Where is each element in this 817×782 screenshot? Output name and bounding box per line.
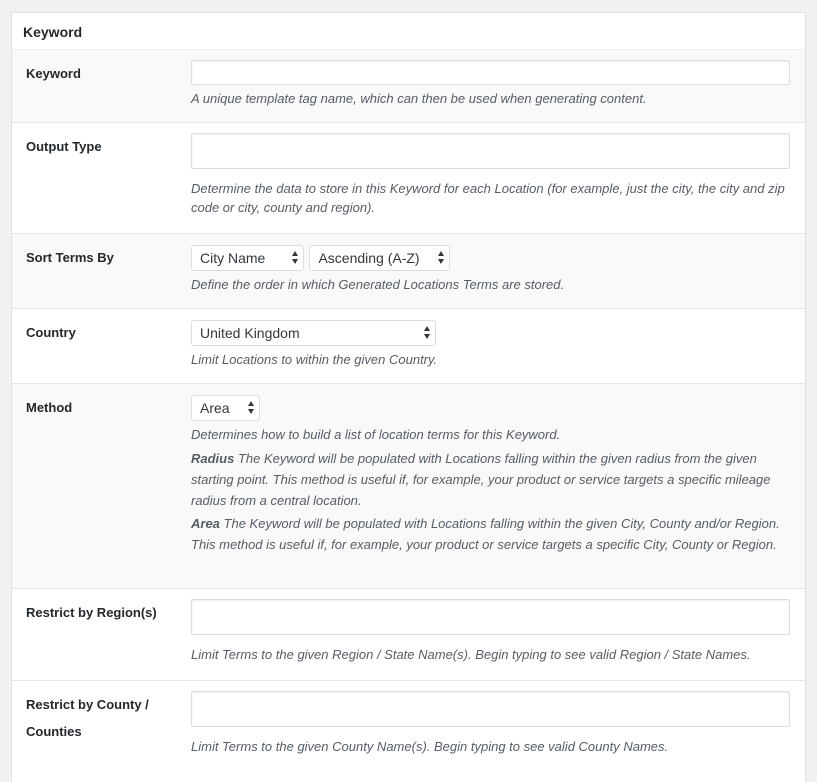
area-title: Area (191, 516, 220, 531)
area-text: The Keyword will be populated with Locations falling within the given City, County and/or Region. This method is useful if, for example, your product or service targets a specific City, County or Region. (191, 516, 780, 552)
method-label: Method (26, 400, 73, 415)
sort-terms-description: Define the order in which Generated Locations Terms are stored. (191, 277, 565, 292)
sort-direction-select[interactable] (309, 245, 450, 271)
method-area-description (191, 513, 791, 555)
restrict-county-row (12, 681, 805, 782)
output-type-row (12, 123, 805, 234)
radius-title: Radius (191, 451, 235, 466)
output-type-description: Determine the data to store in this Keyword for each Location (for example, just the city, the city and zip code or city, county and region). (191, 181, 785, 215)
restrict-county-description: Limit Terms to the given County Name(s). Begin typing to see valid County Names. (191, 739, 669, 754)
restrict-region-row (12, 589, 805, 681)
restrict-county-input[interactable] (191, 691, 790, 727)
country-value: United Kingdom (200, 325, 300, 341)
restrict-region-input[interactable] (191, 599, 790, 635)
sort-terms-row (12, 234, 805, 309)
country-label: Country (26, 325, 76, 340)
sort-direction-value: Ascending (A-Z) (318, 250, 420, 266)
country-row (12, 309, 805, 384)
select-arrows-icon (248, 401, 255, 414)
output-type-label: Output Type (26, 139, 102, 154)
select-arrows-icon (424, 326, 431, 339)
restrict-county-label: Restrict by County / Counties (26, 697, 149, 739)
output-type-input[interactable] (191, 133, 790, 169)
restrict-region-description: Limit Terms to the given Region / State Name(s). Begin typing to see valid Region / State Names. (191, 647, 751, 662)
keyword-label: Keyword (26, 66, 81, 81)
method-radius-description (191, 448, 791, 511)
radius-text: The Keyword will be populated with Locations falling within the given radius from the given starting point. This method is useful if, for example, your product or service targets a specific mileage radius from a central location. (191, 451, 771, 508)
select-arrows-icon (438, 251, 445, 264)
restrict-region-label: Restrict by Region(s) (26, 605, 157, 620)
keyword-panel (11, 12, 806, 782)
panel-title: Keyword (12, 13, 805, 50)
method-description: Determines how to build a list of location terms for this Keyword. (191, 427, 561, 442)
method-row (12, 384, 805, 589)
keyword-description: A unique template tag name, which can then be used when generating content. (191, 91, 647, 106)
keyword-row (12, 50, 805, 123)
country-description: Limit Locations to within the given Country. (191, 352, 438, 367)
country-select[interactable] (191, 320, 436, 346)
sort-order-by-select[interactable] (191, 245, 304, 271)
sort-order-by-value: City Name (200, 250, 266, 266)
method-select[interactable] (191, 395, 260, 421)
keyword-input[interactable] (191, 60, 790, 85)
sort-terms-label: Sort Terms By (26, 250, 114, 265)
select-arrows-icon (292, 251, 299, 264)
method-value: Area (200, 400, 230, 416)
